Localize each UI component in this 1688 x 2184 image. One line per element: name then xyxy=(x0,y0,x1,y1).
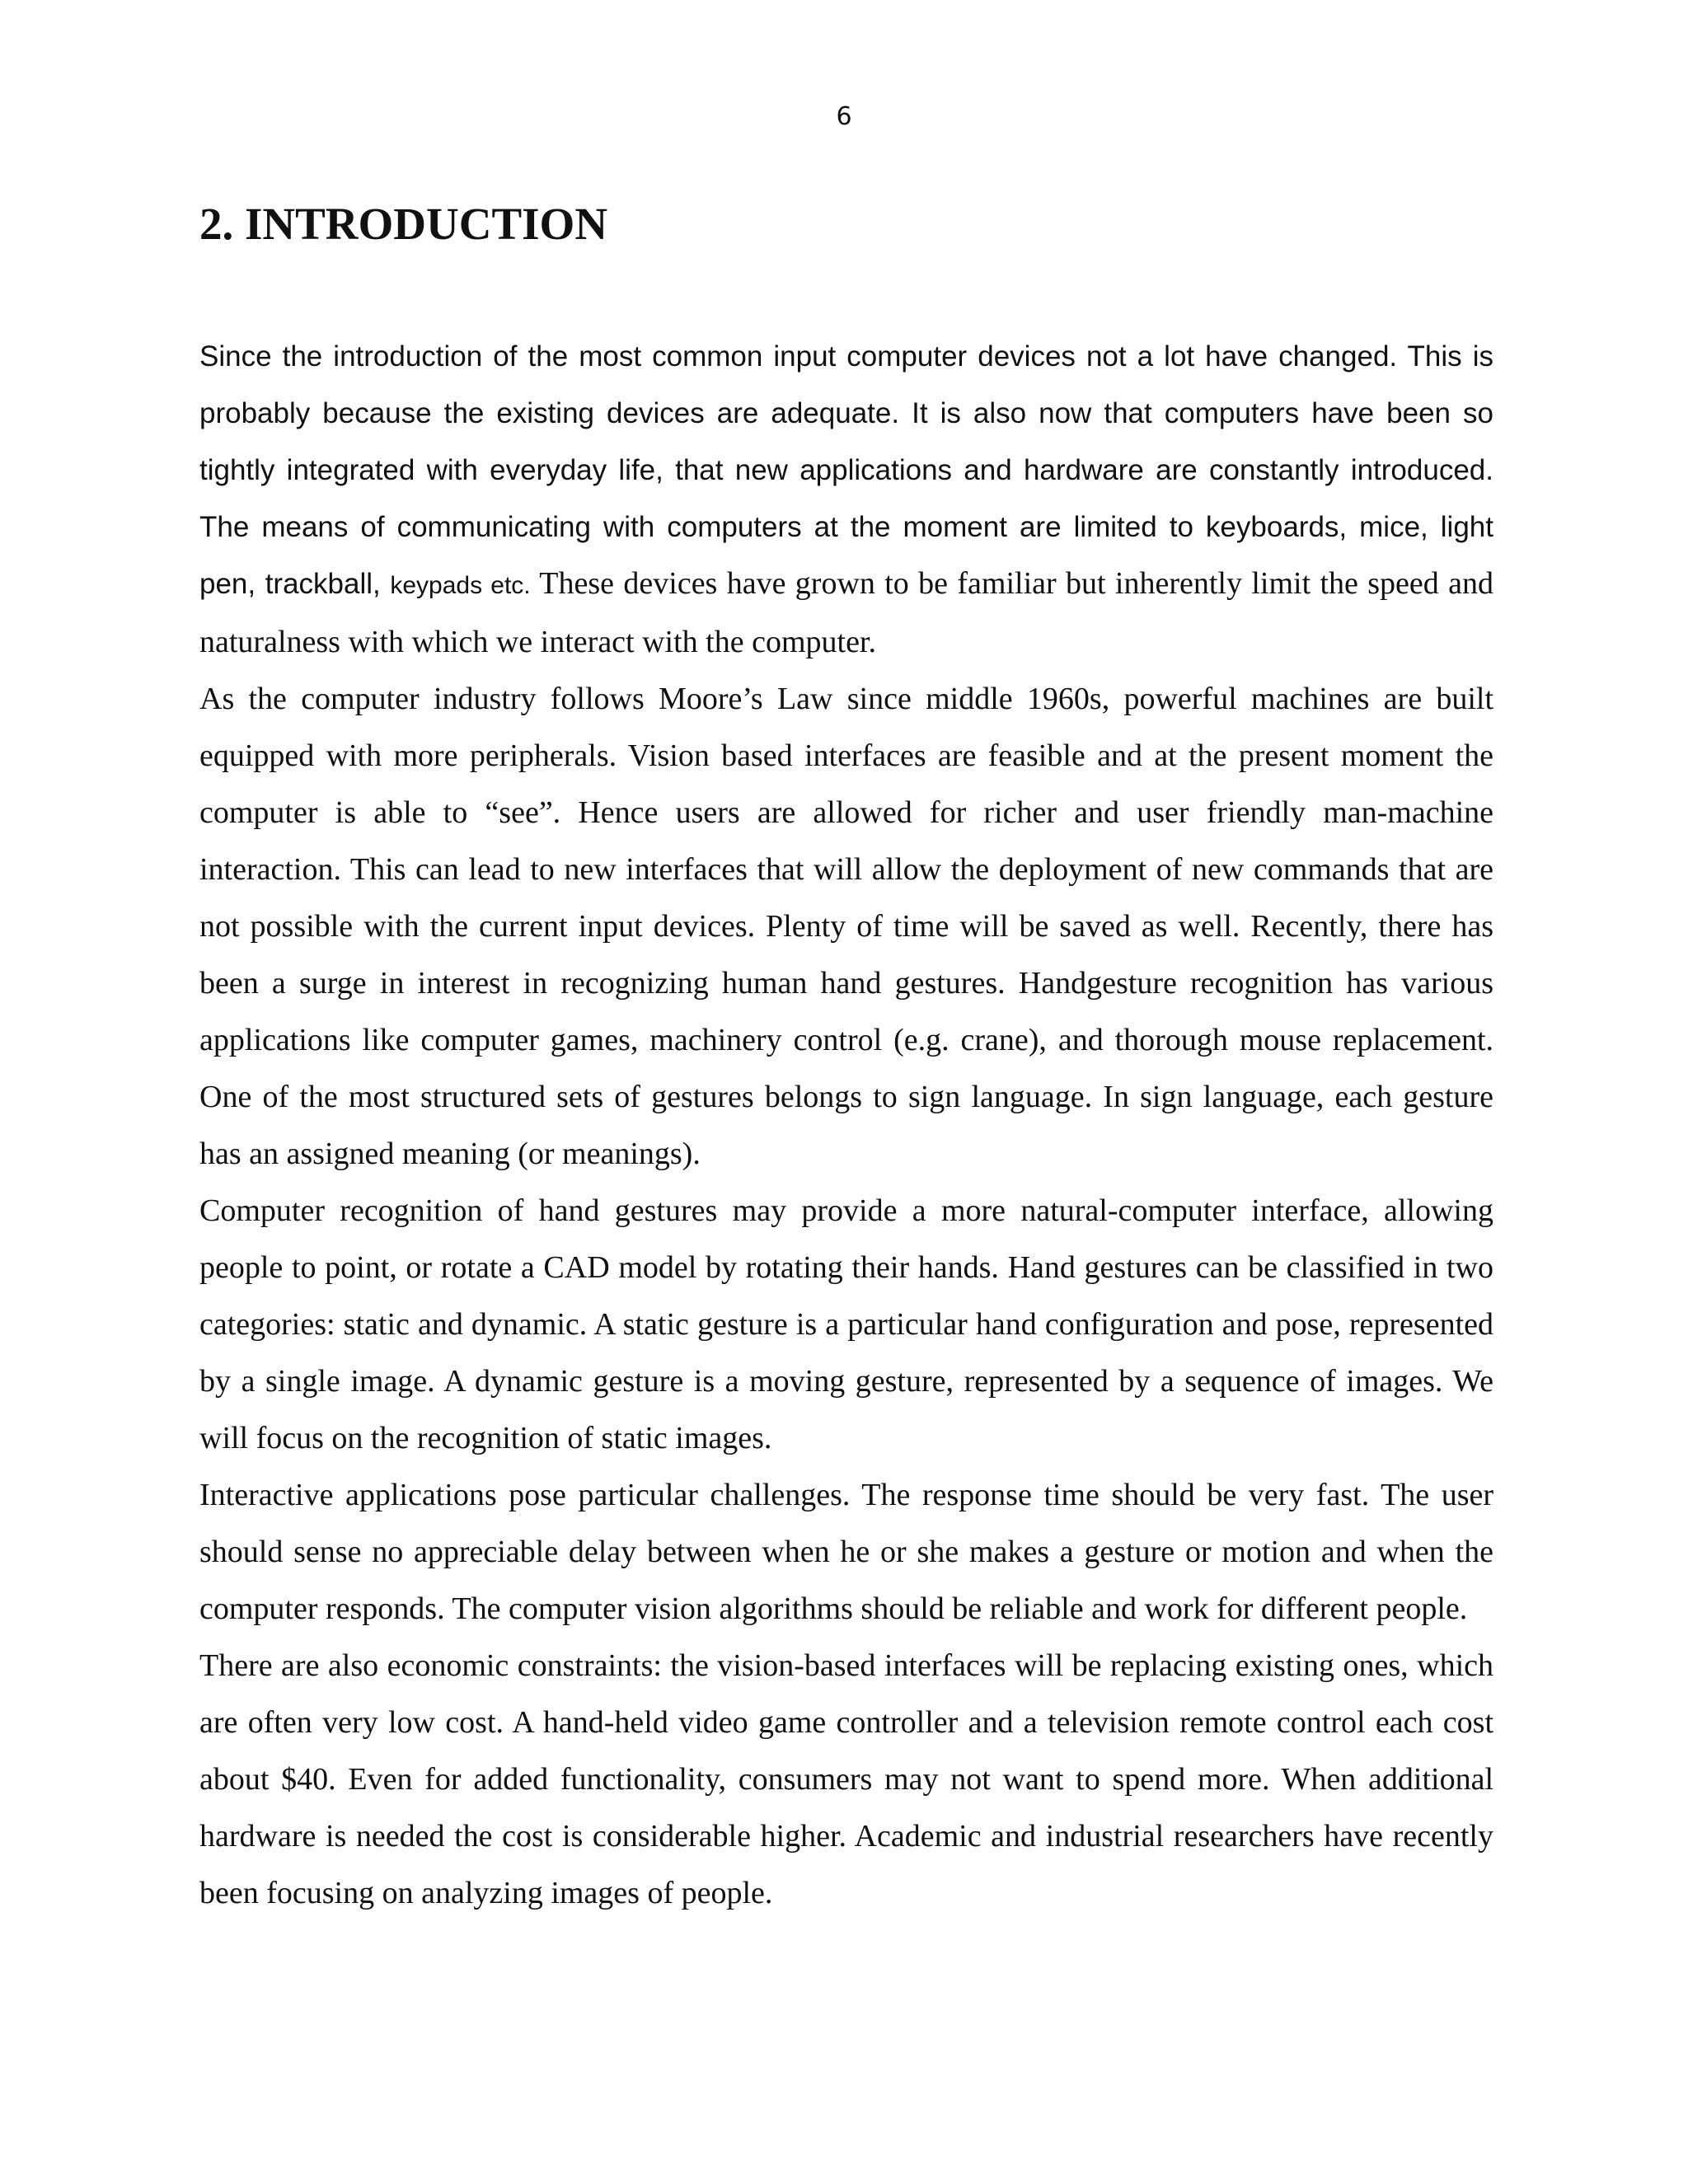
paragraph-3: Computer recognition of hand gestures may provide a more natural-computer interface, allowing people to point, or rotate a CAD model by rotating their hands. Hand gestures can be classified in two categories: static and dynamic. A static gesture is a particular hand configuration and pose, represented by a single image. A dynamic gesture is a moving gesture, represented by a sequence of images. We will focus on the recognition of static images. xyxy=(199,1193,1493,1455)
section-heading: 2. INTRODUCTION xyxy=(199,199,608,249)
document-body xyxy=(199,191,1493,1922)
paragraph-1-small-text: keypads etc. xyxy=(390,572,531,599)
page-number: 6 xyxy=(836,102,852,131)
paragraph-5: There are also economic constraints: the vision-based interfaces will be replacing existing ones, which are often very low cost. A hand-held video game controller and a television remote control each cost about $40. Even for added functionality, consumers may not want to spend more. When additional hardware is needed the cost is considerable higher. Academic and industrial researchers have recently been focusing on analyzing images of people. xyxy=(199,1648,1493,1910)
paragraph-4: Interactive applications pose particular challenges. The response time should be very fast. The user should sense no appreciable delay between when he or she makes a gesture or motion and when the computer responds. The computer vision algorithms should be reliable and work for different people. xyxy=(199,1478,1493,1626)
paragraph-1-serif-text: These devices have grown to be familiar but inherently limit the speed and naturalness with which we interact with the computer. xyxy=(199,566,1494,659)
paragraph-1 xyxy=(199,328,1493,671)
paragraph-1-sans-text: Since the introduction of the most common input computer devices not a lot have changed. This is probably because the existing devices are adequate. It is also now that computers have been so tightly integrated with everyday life, that new applications and hardware are constantly introduced. The means of communicating with computers at the moment are limited to keyboards, mice, light pen, trackball, xyxy=(199,340,1493,600)
paragraph-2: As the computer industry follows Moore’s Law since middle 1960s, powerful machines are built equipped with more peripherals. Vision based interfaces are feasible and at the present moment the computer is able to “see”. Hence users are allowed for richer and user friendly man-machine interaction. This can lead to new interfaces that will allow the deployment of new commands that are not possible with the current input devices. Plenty of time will be saved as well. Recently, there has been a surge in interest in recognizing human hand gestures. Handgesture recognition has various applications like computer games, machinery control (e.g. crane), and thorough mouse replacement. One of the most structured sets of gestures belongs to sign language. In sign language, each gesture has an assigned meaning (or meanings). xyxy=(199,682,1493,1171)
